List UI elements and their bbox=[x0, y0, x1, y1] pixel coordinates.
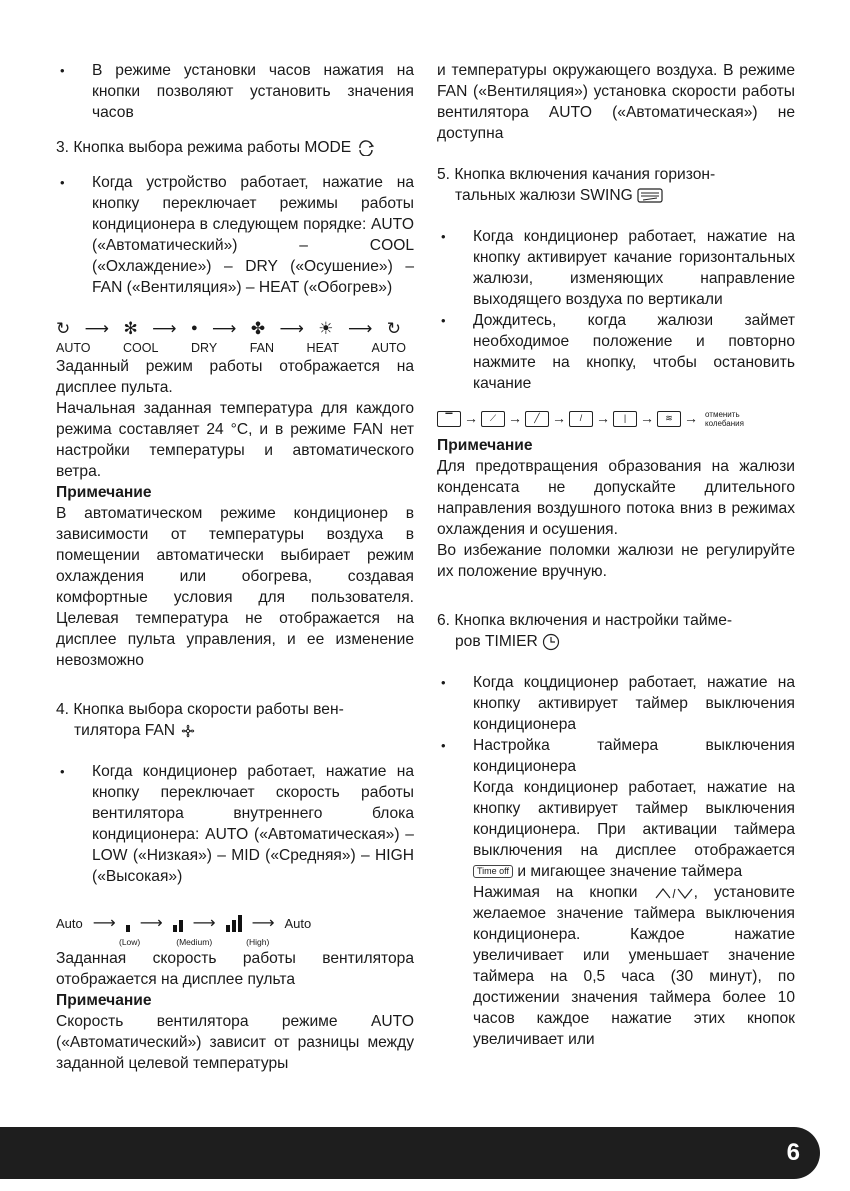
timer-bullet-2-title: • Настройка таймера выключения кондиционера bbox=[473, 737, 795, 775]
speed-auto-label: Auto bbox=[56, 916, 83, 931]
arrow-icon: ⟶ bbox=[139, 915, 163, 932]
note-title: Примечание bbox=[437, 437, 533, 454]
note2-text: Скорость вентилятора режиме AUTO («Автоматический») зависит от разницы между заданной целевой температуры bbox=[56, 1013, 414, 1072]
timer-bullet-2-p2 bbox=[473, 882, 795, 1050]
timer-bullet-1: • Когда коцдиционер работает, нажатие на кнопку активирует таймер выключения кондиционера bbox=[437, 672, 795, 735]
arrow-icon: → bbox=[684, 410, 698, 426]
speed-low-icon bbox=[126, 925, 130, 932]
mode-heading bbox=[56, 137, 414, 158]
speed-labels bbox=[56, 936, 414, 948]
time-off-indicator: Time off bbox=[473, 865, 513, 878]
mode-label: AUTO bbox=[56, 341, 91, 355]
timer-heading-line2: ров TIMIER bbox=[455, 633, 538, 650]
swing-bullet-1: • Когда кондиционер работает, нажатие на кнопку активирует качание горизонтальных жалюзи, изменяющих направление выходящего воздуха по вертикали bbox=[437, 226, 795, 310]
fan-heading-line1: 4. Кнопка выбора скорости работы вен- bbox=[56, 701, 344, 718]
arrow-icon: ⟶ bbox=[84, 319, 110, 338]
speed-high-icon bbox=[226, 915, 242, 932]
timer-heading-line1: 6. Кнопка включения и настройки тайме- bbox=[437, 612, 733, 629]
louver-position-icon: ╱ bbox=[525, 411, 549, 427]
swing-icon bbox=[637, 188, 663, 204]
dry-icon: ● bbox=[190, 322, 198, 334]
auto-icon: ↻ bbox=[386, 319, 401, 338]
louver-position-icon: ⟋ bbox=[481, 411, 505, 427]
arrow-icon: ⟶ bbox=[279, 319, 304, 338]
mode-paragraph-1: Заданный режим работы отображается на дисплее пульта. bbox=[56, 358, 414, 396]
arrow-icon: → bbox=[596, 410, 610, 426]
timer-text: и мигающее значение таймера bbox=[517, 863, 743, 880]
arrow-icon: ⟶ bbox=[152, 319, 177, 338]
mode-bullet: • Когда устройство работает, нажатие на кнопку переключает режимы работы кондиционера в следующем порядке: AUTO («Автоматический») – COOL («Охлаждение») – DRY («Осушение») – FAN («Вентиляция») – HEAT («Обогрев») bbox=[56, 172, 414, 298]
louver-position-icon: | bbox=[613, 411, 637, 427]
swing-heading-line2: тальных жалюзи SWING bbox=[455, 187, 633, 204]
auto-icon: ↻ bbox=[56, 319, 71, 338]
cancel-line: отменить bbox=[705, 409, 740, 419]
swing-heading bbox=[437, 164, 795, 206]
timer-text: Нажимая на кнопки bbox=[473, 884, 638, 901]
up-down-arrows-icon bbox=[654, 886, 694, 900]
fan-icon: ✤ bbox=[250, 319, 266, 338]
mode-label: FAN bbox=[249, 341, 275, 355]
left-column bbox=[56, 60, 414, 1074]
mode-label: COOL bbox=[123, 341, 159, 355]
timer-text: Когда кондиционер работает, нажатие на кнопку активирует таймер выключения кондиционера. При активации таймера выключения на дисплее отображается bbox=[473, 779, 795, 859]
mode-label: HEAT bbox=[306, 341, 339, 355]
arrow-icon: ⟶ bbox=[212, 319, 237, 338]
speed-auto-end-label: Auto bbox=[284, 916, 312, 931]
right-column bbox=[437, 60, 795, 1050]
page-number: 6 bbox=[786, 1139, 800, 1166]
speed-paragraph: Заданная скорость работы вентилятора отображается на дисплее пульта bbox=[56, 950, 414, 988]
cool-icon: ✻ bbox=[123, 319, 138, 338]
bullet-clock: • В режиме установки часов нажатия на кнопки позволяют установить значения часов bbox=[56, 60, 414, 123]
fan-heading-line2: тилятора FAN bbox=[74, 722, 176, 739]
clock-icon bbox=[542, 633, 560, 651]
arrow-icon: ⟶ bbox=[347, 319, 373, 338]
note2-title: Примечание bbox=[56, 992, 152, 1009]
timer-bullet-2-p1 bbox=[473, 777, 795, 882]
note-title: Примечание bbox=[56, 484, 152, 501]
timer-text: , установите желаемое значение таймера выключения кондиционера. Каждое нажатие увеличивает или уменьшает значение таймера на 0,5 часа (30 минут), по достижении значения таймера более 10 часов каждое нажатие этих кнопок увеличивает или bbox=[473, 884, 795, 1048]
speed-sequence bbox=[56, 915, 414, 932]
arrow-icon: → bbox=[552, 410, 566, 426]
heat-icon: ☀ bbox=[318, 319, 334, 338]
swing-heading-line1: 5. Кнопка включения качания горизон- bbox=[437, 166, 716, 183]
arrow-icon: → bbox=[508, 410, 522, 426]
mode-cycle-icon bbox=[356, 140, 376, 156]
louver-position-icon: / bbox=[569, 411, 593, 427]
arrow-icon: ⟶ bbox=[92, 915, 116, 932]
arrow-icon: ⟶ bbox=[192, 915, 216, 932]
timer-heading bbox=[437, 610, 795, 652]
speed-label: (High) bbox=[246, 937, 270, 947]
mode-labels bbox=[56, 341, 406, 356]
arrow-icon: → bbox=[640, 410, 654, 426]
louver-swing-icon: ≋ bbox=[657, 411, 681, 427]
mode-label: DRY bbox=[191, 341, 218, 355]
arrow-icon: → bbox=[464, 410, 478, 426]
louver-position-icon: ▔ bbox=[437, 411, 461, 427]
mode-paragraph-2: Начальная заданная температура для каждого режима составляет 24 °С, и в режиме FAN нет настройки температуры и автоматического ветра. bbox=[56, 400, 414, 480]
note-text-2: Во избежание поломки жалюзи не регулируйте их положение вручную. bbox=[437, 542, 795, 580]
speed-label: (Low) bbox=[119, 937, 141, 947]
timer-bullet-2 bbox=[437, 735, 795, 1050]
continued-text: и температуры окружающего воздуха. В режиме FAN («Вентиляция») установка скорости работы вентилятора AUTO («Автоматическая») не доступна bbox=[437, 62, 795, 142]
cancel-swing-label bbox=[705, 410, 744, 428]
mode-heading-text: 3. Кнопка выбора режима работы MODE bbox=[56, 139, 352, 156]
fan-bullet: • Когда кондиционер работает, нажатие на кнопку переключает скорость работы вентилятора внутреннего блока кондиционера: AUTO («Автоматическая») – LOW («Низкая») – MID («Средняя») – HIGH («Высокая») bbox=[56, 761, 414, 887]
note-text: В автоматическом режиме кондиционер в зависимости от температуры воздуха в помещении автоматически выбирает режим охлаждения или обогрева, создавая комфортные условия для пользователя. Целевая температура не отображается на дисплее пульта управления, и ее изменение невозможно bbox=[56, 505, 414, 669]
speed-medium-icon bbox=[173, 920, 183, 932]
mode-sequence bbox=[56, 318, 401, 339]
swing-sequence bbox=[437, 408, 795, 429]
swing-bullet-2: • Дождитесь, когда жалюзи займет необходимое положение и повторно нажмите на кнопку, чтобы остановить качание bbox=[437, 310, 795, 394]
fan-icon bbox=[179, 723, 197, 739]
speed-label: (Medium) bbox=[176, 937, 213, 947]
fan-heading bbox=[56, 699, 414, 741]
mode-label: AUTO bbox=[371, 341, 406, 355]
note-text-1: Для предотвращения образования на жалюзи конденсата не допускайте длительного направления воздушного потока вниз в режимах охлаждения и осушения. bbox=[437, 458, 795, 538]
cancel-line: колебания bbox=[705, 418, 744, 428]
arrow-icon: ⟶ bbox=[251, 915, 275, 932]
footer-bar bbox=[0, 1127, 820, 1179]
